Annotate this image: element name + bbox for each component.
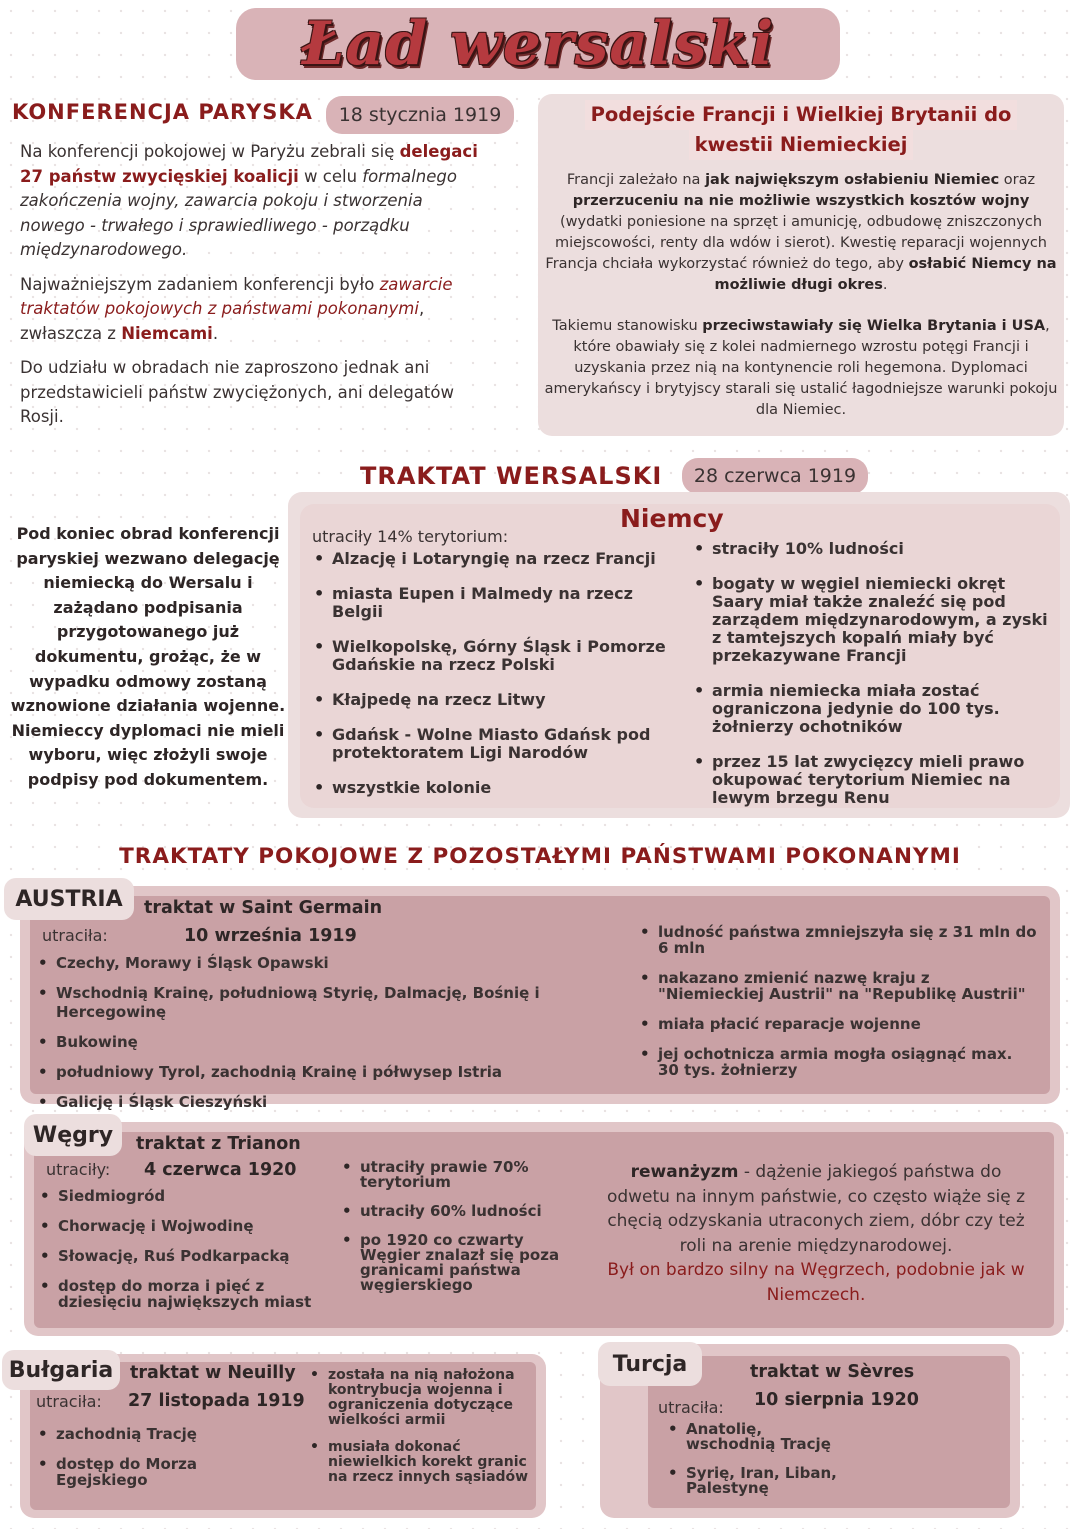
- list-item: • Alzację i Lotaryngię na rzecz Francji: [312, 550, 672, 568]
- niemcy-other-column: [692, 540, 1062, 807]
- text-run: w celu: [298, 166, 363, 186]
- niemcy-lost-intro: utraciły 14% terytorium:: [312, 527, 509, 546]
- text-run: osłabić Niemcy na możliwie długi okres: [714, 256, 1057, 293]
- traktat-heading: TRAKTAT WERSALSKI: [360, 462, 663, 490]
- list-item: • Czechy, Morawy i Śląsk Opawski: [36, 954, 636, 973]
- list-item: • Wschodnią Krainę, południową Styrię, Dalmację, Bośnię i Hercegowinę: [36, 984, 636, 1022]
- text-run: formalnego zakończenia wojny, zawarcia pokoju i stworzenia nowego - trwałego i sprawiedliwego - porządku międzynarodowego.: [20, 166, 457, 259]
- austria-lost-label: utraciła:: [42, 926, 108, 945]
- text-run: .: [212, 323, 219, 343]
- traktat-date-badge: 28 czerwca 1919: [682, 458, 868, 494]
- podejscie-heading-line2: kwestii Niemieckiej: [689, 130, 914, 160]
- text-run: Takiemu stanowisku: [552, 318, 703, 334]
- list-item: • Bukowinę: [36, 1033, 636, 1052]
- podejscie-paragraph-1: [544, 170, 1058, 296]
- list-item: • ludność państwa zmniejszyła się z 31 mln do 6 mln: [638, 924, 1038, 956]
- austria-date: 10 września 1919: [184, 926, 357, 946]
- turcja-tag: Turcja: [598, 1342, 702, 1386]
- text-run: Niemcami: [121, 323, 213, 343]
- text-run: .: [882, 277, 888, 293]
- bulgaria-date: 27 listopada 1919: [128, 1391, 305, 1411]
- wegry-tag: Węgry: [24, 1114, 122, 1156]
- turcja-lost-list: [666, 1422, 856, 1496]
- list-item: • południowy Tyrol, zachodnią Krainę i półwysep Istria: [36, 1063, 636, 1082]
- bulgaria-tag: Bułgaria: [2, 1350, 120, 1390]
- turcja-column: [666, 1422, 856, 1496]
- wegry-date: 4 czerwca 1920: [144, 1160, 297, 1180]
- turcja-lost-label: utraciła:: [658, 1398, 724, 1417]
- wegry-other-list: [340, 1160, 580, 1293]
- konferencja-paragraph-3: Do udziału w obradach nie zaproszono jednak ani przedstawicieli państw zwyciężonych, ani delegatów Rosji.: [20, 358, 454, 426]
- konferencja-text: [20, 140, 480, 430]
- konferencja-date-badge: 18 stycznia 1919: [326, 96, 514, 134]
- list-item: • Słowację, Ruś Podkarpacką: [38, 1248, 328, 1264]
- podejscie-paragraph-2: [544, 316, 1058, 421]
- podejscie-heading-line1: Podejście Francji i Wielkiej Brytanii do: [585, 100, 1018, 130]
- text-run: Francji zależało na: [566, 172, 706, 188]
- list-item: • utraciły prawie 70% terytorium: [340, 1160, 580, 1190]
- list-item: • Siedmiogród: [38, 1188, 328, 1204]
- list-item: • Wielkopolskę, Górny Śląsk i Pomorze Gdańskie na rzecz Polski: [312, 638, 672, 674]
- list-item: • Chorwację i Wojwodinę: [38, 1218, 328, 1234]
- wegry-left-column: [38, 1188, 328, 1310]
- podejscie-text: [544, 170, 1058, 421]
- text-run: przerzuceniu na nie możliwie wszystkich kosztów wojny: [572, 193, 1030, 209]
- wegry-treaty: traktat z Trianon: [136, 1134, 301, 1154]
- text-run: , które obawiały się z kolei nadmiernego wzrostu potęgi Francji i uzyskania przez nią na kontynencie roli hegemona. Dyplomaci amerykańscy i brytyjscy starali się ustalić łagodniejsze warunki pokoju dla Niemiec.: [544, 318, 1058, 418]
- wegry-lost-label: utraciły:: [46, 1160, 111, 1179]
- list-item: • jej ochotnicza armia mogła osiągnąć max. 30 tys. żołnierzy: [638, 1046, 1038, 1078]
- bulgaria-right-column: [308, 1368, 540, 1485]
- text-run: Najważniejszym zadaniem konferencji było: [20, 274, 380, 294]
- list-item: • wszystkie kolonie: [312, 779, 672, 797]
- text-run: , zwłaszcza z: [20, 299, 425, 343]
- list-item: • miała płacić reparacje wojenne: [638, 1016, 1038, 1032]
- list-item: • Syrię, Iran, Liban, Palestynę: [666, 1466, 856, 1496]
- austria-lost-list: [36, 954, 636, 1112]
- pozostale-heading: TRAKTATY POKOJOWE Z POZOSTAŁYMI PAŃSTWAMI POKONANYMI: [119, 844, 961, 869]
- list-item: • utraciły 60% ludności: [340, 1204, 580, 1219]
- austria-other-list: [638, 924, 1038, 1078]
- niemcy-lost-column: [312, 528, 672, 797]
- text-run: zawarcie traktatów pokojowych z państwami pokonanymi: [20, 274, 453, 318]
- list-item: • Anatolię, wschodnią Trację: [666, 1422, 856, 1452]
- rewanzyzm-text: - dążenie jakiegoś państwa do odwetu na innym państwie, co często wiąże się z chęcią odzyskania utraconych ziem, dóbr czy też roli na arenie międzynarodowej.: [606, 1162, 1026, 1256]
- bulgaria-lost-list: [36, 1426, 236, 1488]
- austria-treaty: traktat w Saint Germain: [144, 898, 383, 918]
- text-run: oraz: [999, 172, 1036, 188]
- list-item: • dostęp do morza i pięć z dziesięciu największych miast: [38, 1278, 328, 1310]
- list-item: • nakazano zmienić nazwę kraju z "Niemieckiej Austrii" na "Republikę Austrii": [638, 970, 1038, 1002]
- rewanzyzm-term: rewanżyzm: [630, 1162, 739, 1182]
- page-title: Ład wersalski: [301, 9, 775, 79]
- rewanzyzm-note: Był on bardzo silny na Węgrzech, podobnie jak w Niemczech.: [607, 1260, 1025, 1305]
- niemcy-other-list: [692, 540, 1062, 807]
- text-run: (wydatki poniesione na sprzęt i amunicję, odbudowę zniszczonych miejscowości, renty dla wdów i sierot). Kwestię reparacji wojennych Francja chciała wykorzystać również do tego, aby: [545, 214, 1047, 272]
- list-item: • przez 15 lat zwycięzcy mieli prawo okupować terytorium Niemiec na lewym brzegu Renu: [692, 753, 1062, 807]
- list-item: • po 1920 co czwarty Węgier znalazł się poza granicami państwa węgierskiego: [340, 1233, 580, 1293]
- wegry-mid-column: [340, 1160, 580, 1293]
- traktat-intro-text: Pod koniec obrad konferencji paryskiej wezwano delegację niemiecką do Wersalu i zażądano podpisania przygotowanego już dokumentu, grożąc, że w wypadku odmowy zostaną wznowione działania wojenne. Niemieccy dyplomaci nie mieli wyboru, więc złożyli swoje podpisy pod dokumentem.: [10, 524, 286, 789]
- austria-left-column: [36, 954, 636, 1112]
- wegry-lost-list: [38, 1188, 328, 1310]
- niemcy-label: Niemcy: [620, 504, 724, 533]
- list-item: • miasta Eupen i Malmedy na rzecz Belgii: [312, 585, 672, 621]
- bulgaria-lost-label: utraciła:: [36, 1392, 102, 1411]
- list-item: • bogaty w węgiel niemiecki okręt Saary miał także znaleźć się pod zarządem międzynarodowym, a zyski z tamtejszych kopalń miały być przekazywane Francji: [692, 575, 1062, 665]
- text-run: jak największym osłabieniu Niemiec: [705, 172, 1000, 188]
- turcja-treaty: traktat w Sèvres: [750, 1362, 915, 1382]
- niemcy-lost-list: [312, 550, 672, 797]
- text-run: delegaci 27 państw zwycięskiej koalicji: [20, 142, 478, 186]
- konferencja-heading: KONFERENCJA PARYSKA: [12, 100, 313, 124]
- text-run: Na konferencji pokojowej w Paryżu zebrali się: [20, 142, 400, 161]
- list-item: • zachodnią Trację: [36, 1426, 236, 1442]
- list-item: • musiała dokonać niewielkich korekt granic na rzecz innych sąsiadów: [308, 1440, 540, 1485]
- konferencja-paragraph-1: [20, 140, 480, 263]
- list-item: • Gdańsk - Wolne Miasto Gdańsk pod protektoratem Ligi Narodów: [312, 726, 672, 762]
- podejscie-heading: [538, 98, 1064, 160]
- list-item: • Galicję i Śląsk Cieszyński: [36, 1093, 636, 1112]
- rewanzyzm-definition: [604, 1160, 1028, 1307]
- turcja-date: 10 sierpnia 1920: [754, 1390, 919, 1410]
- list-item: • dostęp do Morza Egejskiego: [36, 1456, 236, 1488]
- list-item: • została na nią nałożona kontrybucja wojenna i ograniczenia dotyczące wielkości armii: [308, 1368, 540, 1428]
- list-item: • straciły 10% ludności: [692, 540, 1062, 558]
- list-item: • armia niemiecka miała zostać ograniczona jedynie do 100 tys. żołnierzy ochotników: [692, 682, 1062, 736]
- bulgaria-treaty: traktat w Neuilly: [130, 1363, 296, 1383]
- bulgaria-left-column: [36, 1426, 236, 1488]
- bulgaria-other-list: [308, 1368, 540, 1485]
- konferencja-paragraph-2: [20, 273, 480, 347]
- austria-right-column: [638, 924, 1038, 1078]
- text-run: przeciwstawiały się Wielka Brytania i USA: [702, 318, 1046, 334]
- list-item: • Kłajpedę na rzecz Litwy: [312, 691, 672, 709]
- austria-tag: AUSTRIA: [4, 878, 134, 920]
